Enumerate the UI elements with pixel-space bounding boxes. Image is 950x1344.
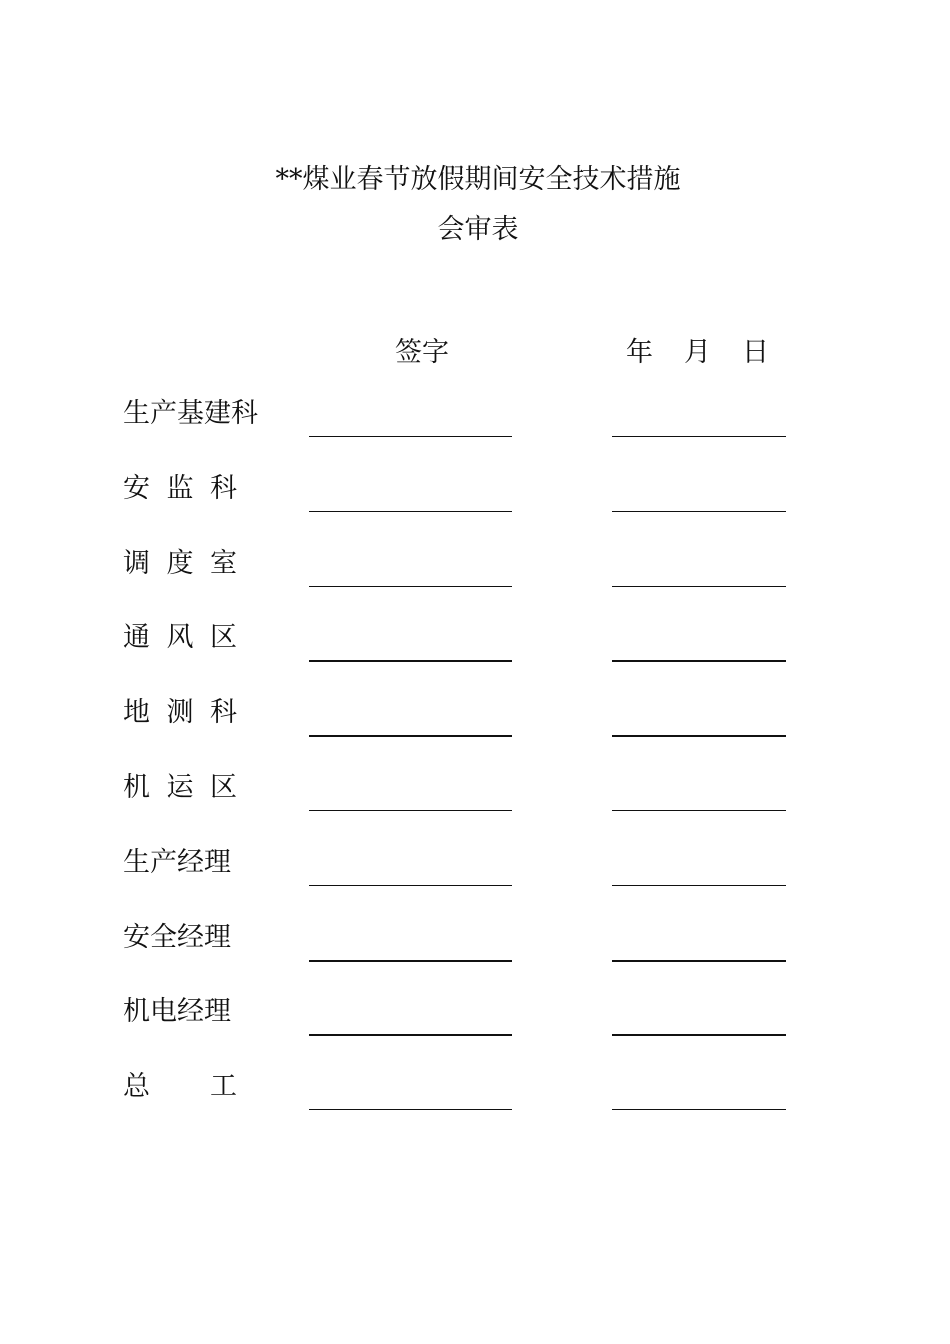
signature-line[interactable] xyxy=(309,436,512,437)
signoff-row xyxy=(0,771,950,846)
date-line[interactable] xyxy=(612,735,786,737)
signature-line[interactable] xyxy=(309,586,512,587)
department-label xyxy=(123,547,273,581)
signature-line[interactable] xyxy=(309,885,512,886)
signoff-row xyxy=(0,547,950,622)
department-label: 安全经理 xyxy=(123,922,231,953)
date-line[interactable] xyxy=(612,511,786,512)
department-label-text: 通 风 区 xyxy=(123,622,237,653)
date-line[interactable] xyxy=(612,1109,786,1110)
signature-line[interactable] xyxy=(309,1034,512,1036)
signoff-row xyxy=(0,621,950,696)
department-label xyxy=(123,696,273,730)
date-line[interactable] xyxy=(612,660,786,662)
date-line[interactable] xyxy=(612,960,786,962)
department-label-text: 调 度 室 xyxy=(123,548,237,579)
department-label-text: 安 监 科 xyxy=(123,473,237,504)
signoff-row xyxy=(0,995,950,1070)
date-month-label: 月 xyxy=(684,337,711,368)
date-year-label: 年 xyxy=(626,337,653,368)
department-label-text: 地 测 科 xyxy=(123,697,237,728)
date-line[interactable] xyxy=(612,810,786,811)
signoff-row xyxy=(0,921,950,996)
date-line[interactable] xyxy=(612,885,786,886)
date-column-header xyxy=(626,336,769,370)
signature-line[interactable] xyxy=(309,1109,512,1110)
document-title: **煤业春节放假期间安全技术措施 xyxy=(275,164,681,195)
signoff-row xyxy=(0,397,950,472)
date-line[interactable] xyxy=(612,586,786,587)
signature-column-header: 签字 xyxy=(395,337,449,368)
department-label xyxy=(123,621,273,655)
signature-line[interactable] xyxy=(309,735,512,737)
department-label xyxy=(123,771,273,805)
signature-line[interactable] xyxy=(309,810,512,811)
department-label: 生产基建科 xyxy=(123,398,258,429)
signature-line[interactable] xyxy=(309,511,512,512)
signature-line[interactable] xyxy=(309,660,512,662)
department-label-text: 总 工 xyxy=(123,1071,237,1102)
date-day-label: 日 xyxy=(742,337,769,368)
signoff-row xyxy=(0,846,950,921)
date-line[interactable] xyxy=(612,436,786,437)
department-label-text: 机 运 区 xyxy=(123,772,237,803)
date-line[interactable] xyxy=(612,1034,786,1036)
document-subtitle: 会审表 xyxy=(437,214,519,245)
signoff-row xyxy=(0,1070,950,1145)
signoff-row xyxy=(0,696,950,771)
department-label: 机电经理 xyxy=(123,996,231,1027)
signoff-row xyxy=(0,472,950,547)
department-label xyxy=(123,472,273,506)
signature-line[interactable] xyxy=(309,960,512,962)
department-label xyxy=(123,1070,273,1104)
department-label: 生产经理 xyxy=(123,847,231,878)
